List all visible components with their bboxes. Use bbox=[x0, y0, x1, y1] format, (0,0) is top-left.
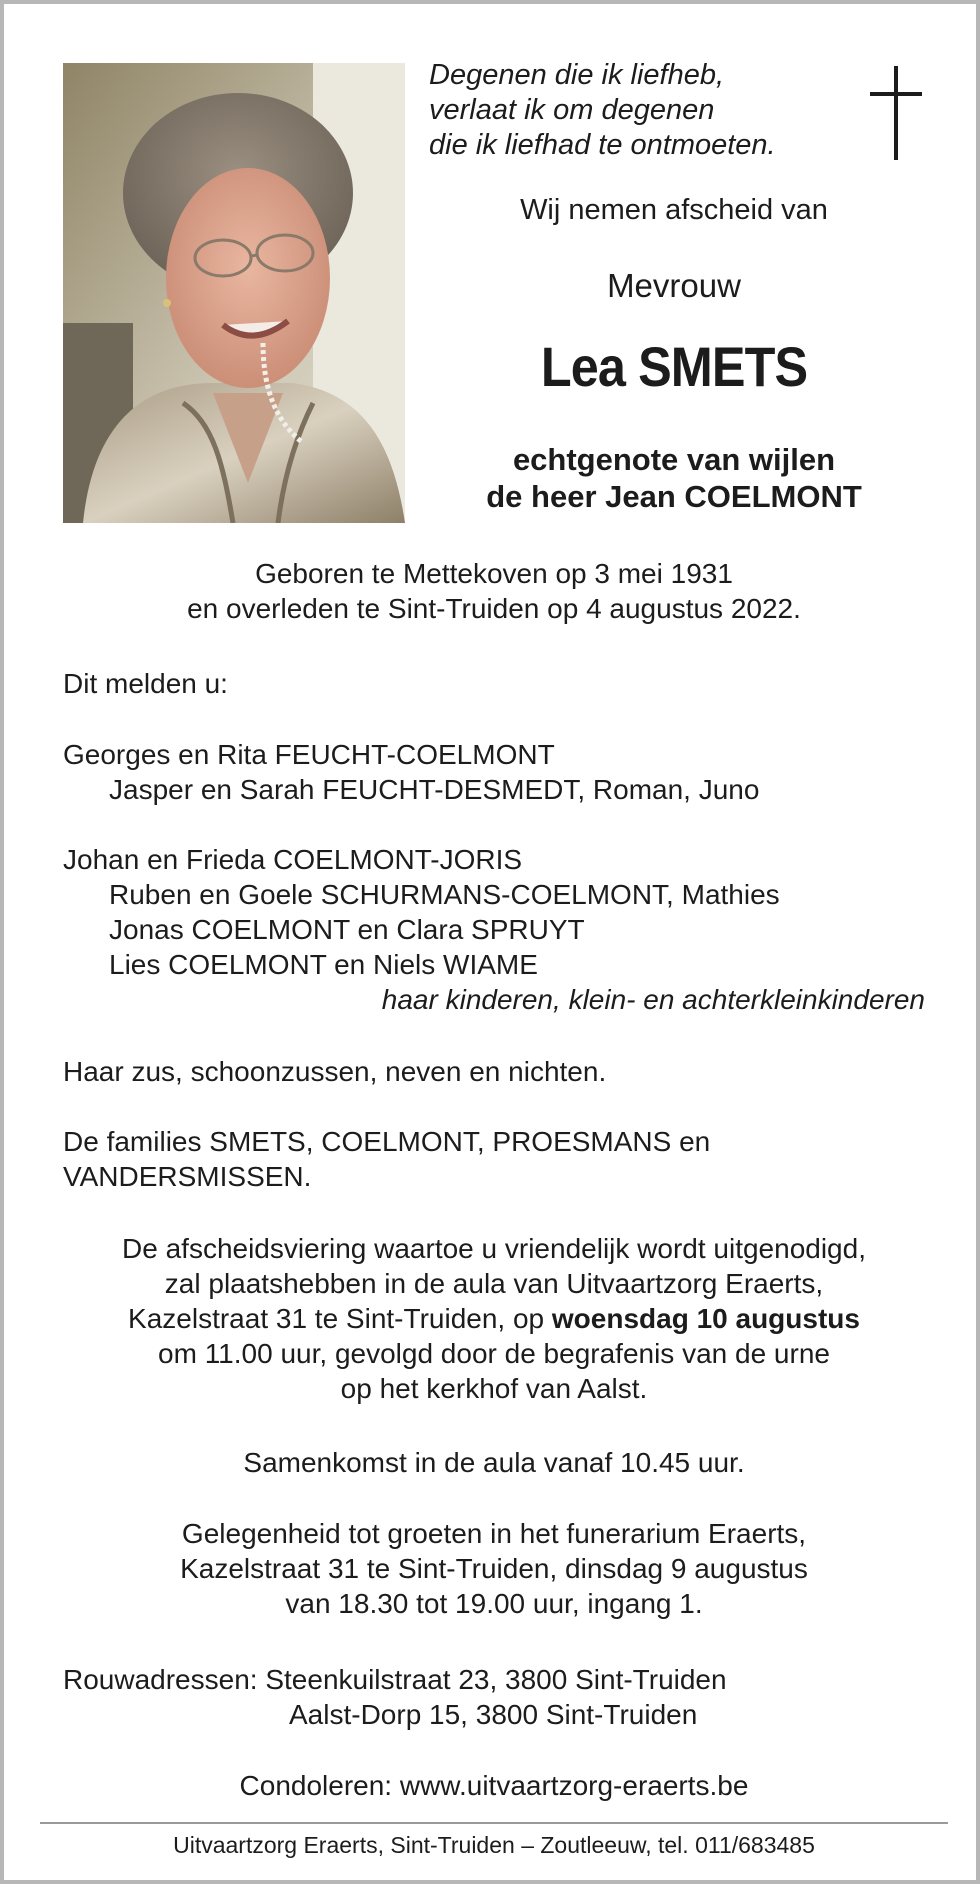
deceased-name: Lea SMETS bbox=[540, 335, 808, 398]
greeting-line: Gelegenheid tot groeten in het funerarium Eraerts, bbox=[181, 1518, 807, 1549]
family-member: Lies COELMONT en Niels WIAME bbox=[109, 949, 538, 980]
address-label: Rouwadressen: bbox=[63, 1664, 266, 1695]
ceremony-line: De afscheidsviering waartoe u vriendelijk wordt uitgenodigd, bbox=[122, 1233, 866, 1264]
family-head: Johan en Frieda COELMONT-JORIS bbox=[63, 844, 523, 875]
quote-line: die ik liefhad te ontmoeten. bbox=[429, 129, 776, 161]
birth-line: Geboren te Mettekoven op 3 mei 1931 bbox=[255, 558, 733, 589]
ceremony-line-start: Kazelstraat 31 te Sint-Truiden, op bbox=[128, 1303, 552, 1334]
family-member: Jonas COELMONT en Clara SPRUYT bbox=[109, 914, 585, 945]
family-group-2 bbox=[63, 842, 943, 1017]
portrait-photo bbox=[63, 63, 405, 523]
greeting-line: Kazelstraat 31 te Sint-Truiden, dinsdag 9 augustus bbox=[180, 1553, 808, 1584]
greeting-text bbox=[44, 1516, 944, 1621]
footer-divider bbox=[40, 1822, 948, 1824]
address-line-2 bbox=[63, 1697, 943, 1732]
greeting-line: van 18.30 tot 19.00 uur, ingang 1. bbox=[285, 1588, 703, 1619]
ceremony-line: om 11.00 uur, gevolgd door de begrafenis van de urne bbox=[158, 1338, 830, 1369]
honorific: Mevrouw bbox=[607, 267, 741, 304]
families-line: De families SMETS, COELMONT, PROESMANS en bbox=[63, 1126, 711, 1157]
relatives-text: Haar zus, schoonzussen, neven en nichten. bbox=[63, 1056, 607, 1087]
spouse-line: de heer Jean COELMONT bbox=[486, 479, 862, 514]
family-member: Ruben en Goele SCHURMANS-COELMONT, Mathies bbox=[109, 879, 780, 910]
family-group-1 bbox=[63, 737, 943, 807]
ceremony-line: op het kerkhof van Aalst. bbox=[340, 1373, 648, 1404]
mourning-addresses bbox=[63, 1662, 943, 1732]
spouse-line: echtgenote van wijlen bbox=[512, 442, 836, 477]
quote-line: verlaat ik om degenen bbox=[429, 94, 715, 126]
ceremony-date: woensdag 10 augustus bbox=[551, 1303, 860, 1334]
cross-icon bbox=[866, 64, 926, 164]
announce-text: Dit melden u: bbox=[63, 668, 228, 699]
gathering-text: Samenkomst in de aula vanaf 10.45 uur. bbox=[243, 1447, 745, 1478]
birth-death bbox=[44, 556, 944, 626]
ceremony-line bbox=[44, 1301, 944, 1336]
portrait-photo-image bbox=[63, 63, 405, 523]
quote bbox=[429, 58, 829, 163]
quote-line: Degenen die ik liefheb, bbox=[429, 59, 725, 91]
ceremony-line: zal plaatshebben in de aula van Uitvaartzorg Eraerts, bbox=[164, 1268, 824, 1299]
ceremony-text bbox=[44, 1231, 944, 1406]
address-line-1 bbox=[63, 1662, 943, 1697]
family-signature: haar kinderen, klein- en achterkleinkinderen bbox=[381, 984, 925, 1015]
families-text bbox=[63, 1124, 943, 1194]
condolences-text: Condoleren: www.uitvaartzorg-eraerts.be bbox=[239, 1770, 749, 1801]
intro-text: Wij nemen afscheid van bbox=[520, 194, 828, 226]
family-head: Georges en Rita FEUCHT-COELMONT bbox=[63, 739, 555, 770]
family-member: Jasper en Sarah FEUCHT-DESMEDT, Roman, Juno bbox=[109, 774, 760, 805]
address: Aalst-Dorp 15, 3800 Sint-Truiden bbox=[289, 1699, 698, 1730]
spouse-text bbox=[424, 441, 924, 515]
families-line: VANDERSMISSEN. bbox=[63, 1161, 312, 1192]
death-line: en overleden te Sint-Truiden op 4 augustus 2022. bbox=[187, 593, 801, 624]
address: Steenkuilstraat 23, 3800 Sint-Truiden bbox=[265, 1664, 727, 1695]
footer-text: Uitvaartzorg Eraerts, Sint-Truiden – Zoutleeuw, tel. 011/683485 bbox=[173, 1832, 815, 1858]
